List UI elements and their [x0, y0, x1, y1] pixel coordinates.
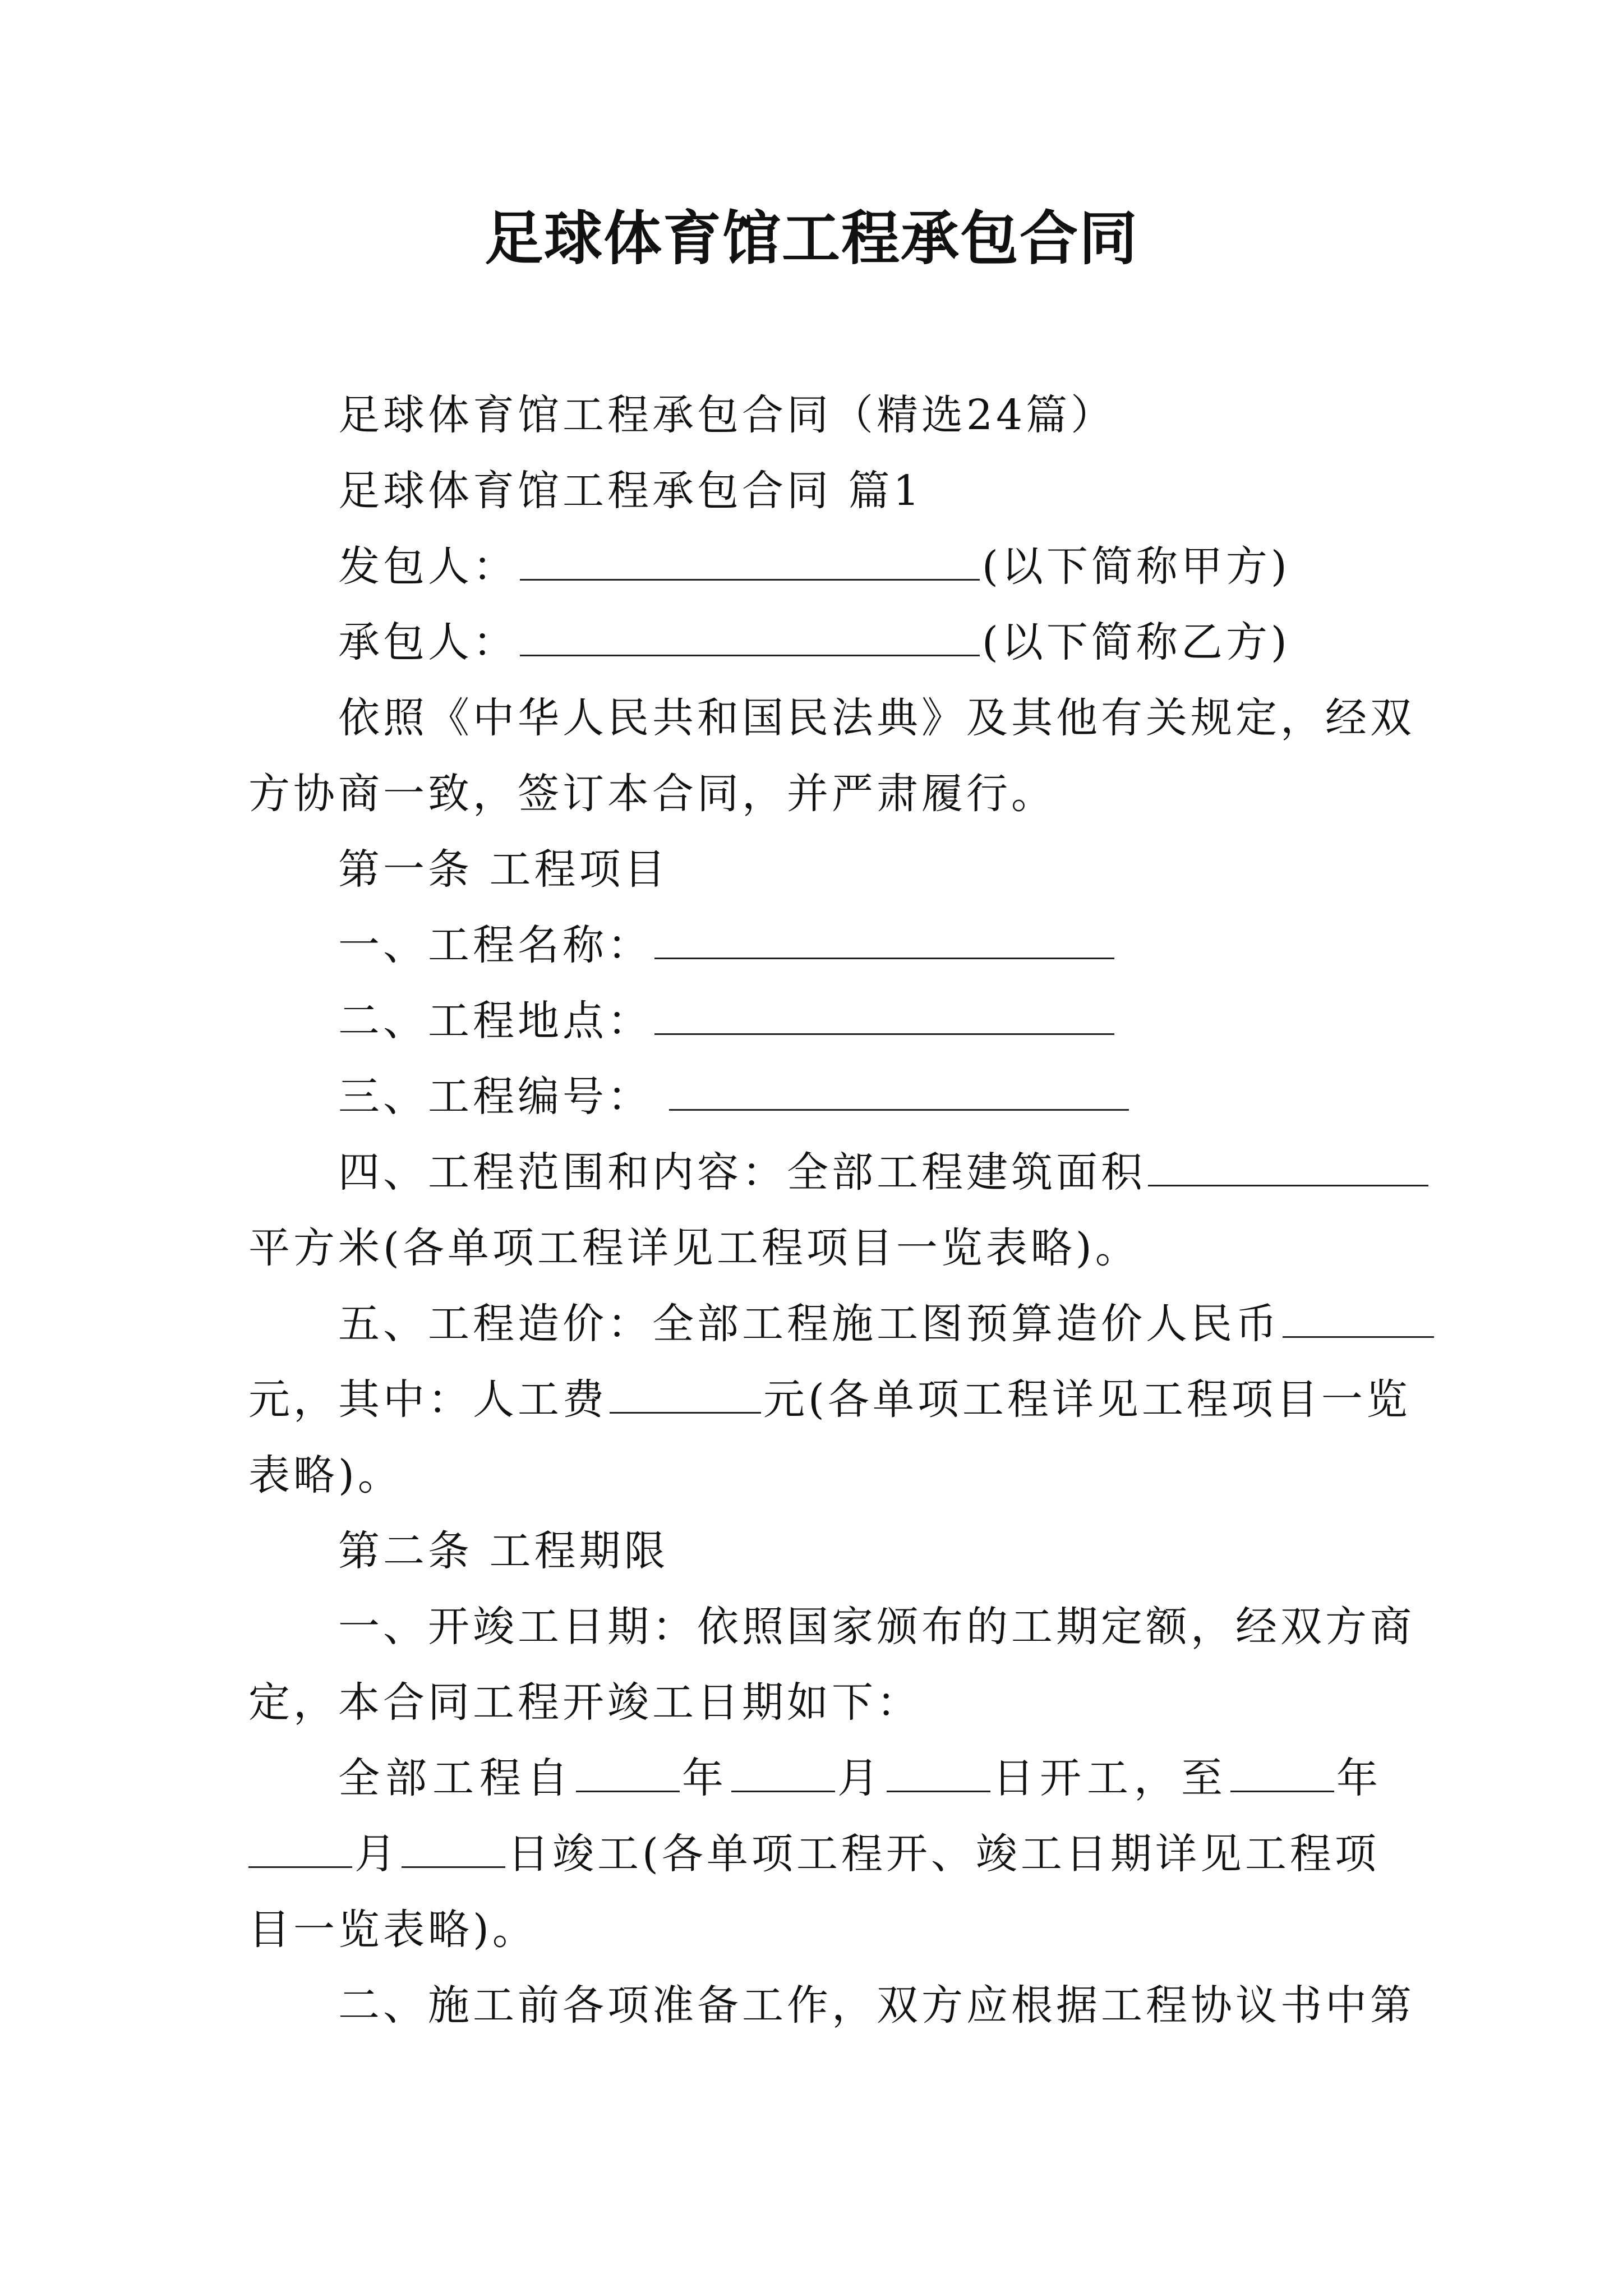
item-scope-continued	[248, 1220, 1384, 1276]
text: 表略)。	[248, 1451, 403, 1499]
text: 第一条 工程项目	[338, 845, 669, 894]
blank-field	[1283, 1297, 1434, 1338]
text: 一、开竣工日期：依照国家颁布的工期定额，经双方商	[338, 1603, 1415, 1651]
text: 依照《中华人民共和国民法典》及其他有关规定，经双	[338, 694, 1415, 742]
text: 足球体育馆工程承包合同（精选24篇）	[338, 391, 1116, 439]
blank-field	[1230, 1751, 1334, 1792]
item-project-number	[338, 1069, 1384, 1125]
document-title: 足球体育馆工程承包合同	[484, 204, 1138, 273]
text: 二、施工前各项准备工作，双方应根据工程协议书中第	[338, 1981, 1415, 2030]
text: 四、工程范围和内容：全部工程建筑面积	[338, 1148, 1146, 1197]
item-project-name	[338, 917, 1384, 973]
paragraph-body-line	[248, 766, 1384, 822]
item-dates-continued	[248, 1674, 1384, 1731]
blank-field	[669, 1070, 1129, 1111]
text: 年	[1336, 1754, 1384, 1802]
text: 元(各单项工程详见工程项目一览	[763, 1375, 1411, 1424]
blank-field	[1148, 1145, 1428, 1186]
blank-field	[731, 1751, 835, 1792]
paragraph-section-heading	[338, 463, 1384, 519]
text: 元，其中：人工费	[248, 1375, 607, 1424]
blank-field	[610, 1373, 761, 1414]
article-heading	[338, 1523, 1384, 1579]
text: 足球体育馆工程承包合同 篇1	[338, 467, 923, 515]
article-heading	[338, 841, 1384, 898]
text: 月	[837, 1754, 884, 1802]
item-schedule-continued	[248, 1826, 1384, 1882]
paragraph-employer	[338, 539, 1384, 595]
text: 三、工程编号：	[338, 1073, 652, 1121]
text: 年	[682, 1754, 729, 1802]
text: 日竣工(各单项工程开、竣工日期详见工程项	[508, 1830, 1380, 1878]
blank-field	[248, 1827, 352, 1868]
blank-field	[520, 615, 980, 656]
blank-field	[887, 1751, 990, 1792]
text: (以下简称乙方)	[982, 618, 1290, 666]
item-preparation	[338, 1977, 1415, 2033]
item-cost	[338, 1296, 1384, 1352]
text: 全部工程自	[338, 1754, 574, 1802]
blank-field	[520, 540, 980, 581]
text: 定，本合同工程开竣工日期如下：	[248, 1678, 921, 1727]
paragraph-contractor	[338, 614, 1384, 670]
item-project-location	[338, 993, 1384, 1049]
text: 平方米(各单项工程详见工程项目一览表略)。	[248, 1224, 1140, 1272]
item-cost-continued	[248, 1372, 1411, 1428]
text: (以下简称甲方)	[982, 542, 1290, 591]
text: 五、工程造价：全部工程施工图预算造价人民币	[338, 1300, 1280, 1348]
text: 二、工程地点：	[338, 997, 652, 1045]
item-scope	[338, 1144, 1384, 1200]
blank-field	[576, 1751, 680, 1792]
blank-field	[654, 994, 1114, 1035]
item-schedule	[338, 1750, 1384, 1806]
paragraph-body-line	[338, 690, 1415, 746]
blank-field	[654, 918, 1114, 959]
text: 日开工，至	[993, 1754, 1228, 1802]
item-cost-continued	[248, 1447, 1384, 1503]
text: 发包人：	[338, 542, 518, 591]
text: 承包人：	[338, 618, 518, 666]
text: 方协商一致，签订本合同，并严肃履行。	[248, 770, 1056, 818]
item-schedule-continued	[248, 1902, 1384, 1958]
text: 一、工程名称：	[338, 921, 652, 969]
blank-field	[402, 1827, 505, 1868]
text: 月	[354, 1830, 399, 1878]
text: 目一览表略)。	[248, 1906, 537, 1954]
item-dates	[338, 1599, 1415, 1655]
text: 第二条 工程期限	[338, 1527, 669, 1575]
paragraph-subtitle	[338, 387, 1384, 443]
